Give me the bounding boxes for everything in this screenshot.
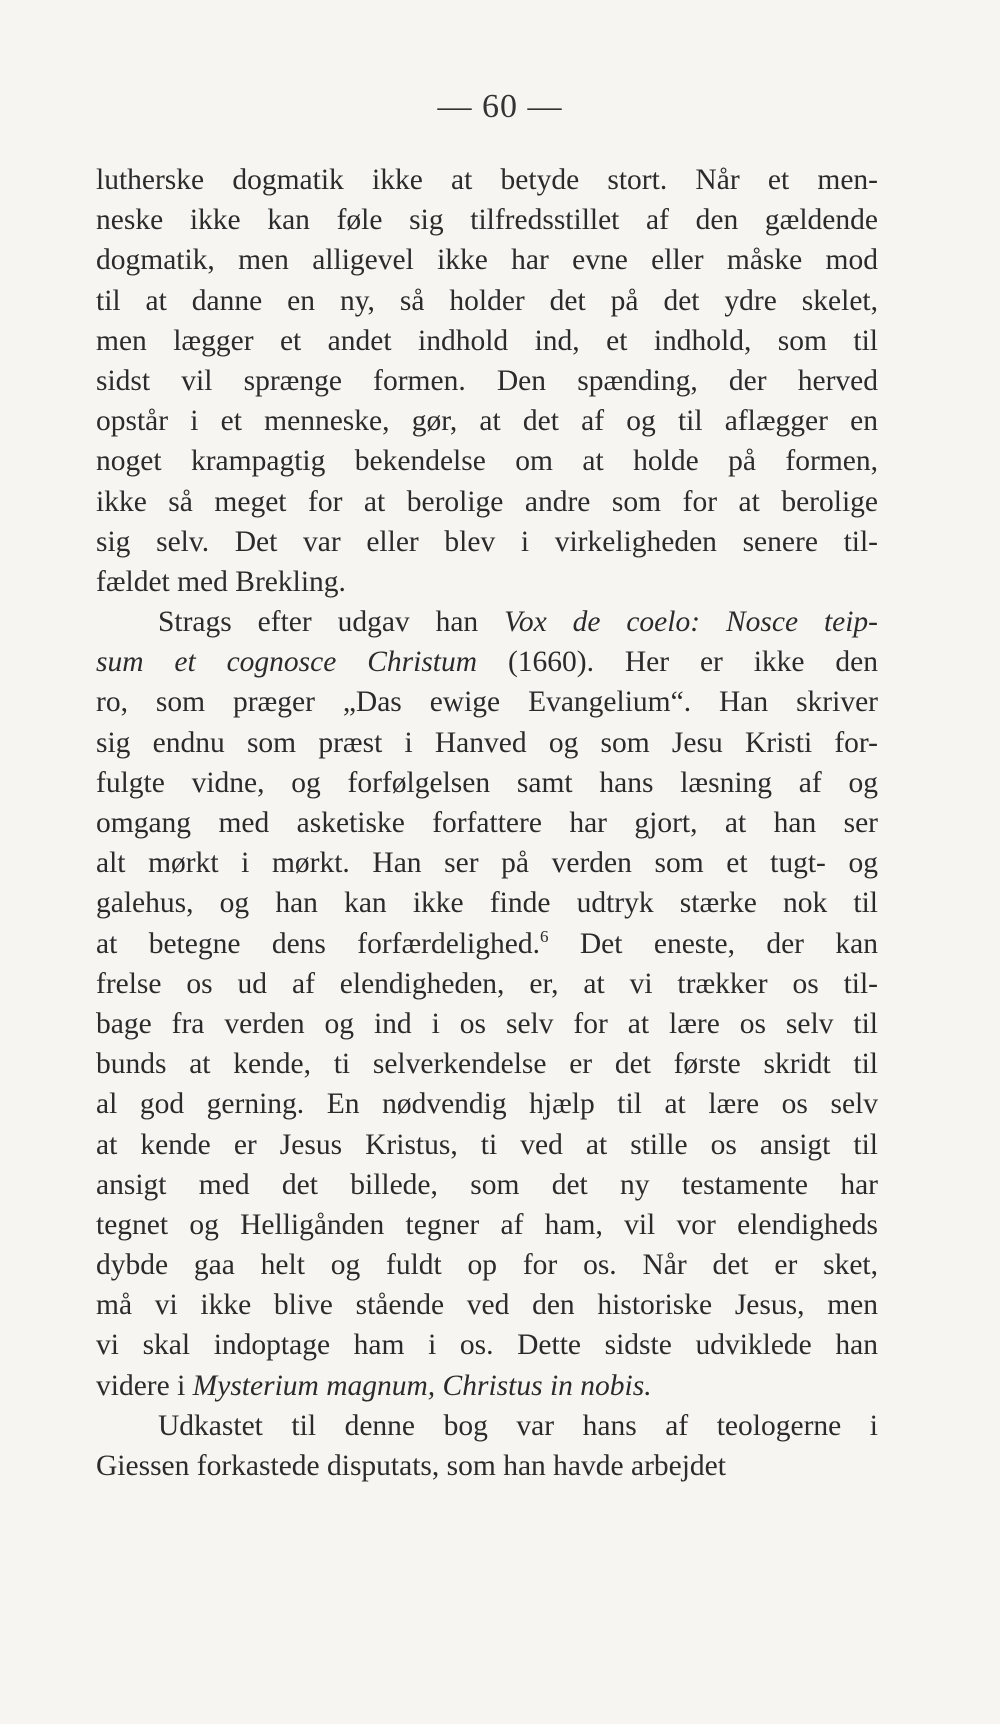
text-line: opstår i et menneske, gør, at det af og til aflægger en: [96, 405, 878, 438]
text-run: videre i: [96, 1369, 193, 1402]
text-line: bage fra verden og ind i os selv for at lære os selv til: [96, 1007, 878, 1040]
text-run: at betegne dens forfærdelighed.: [96, 927, 540, 960]
italic-title: Mysterium magnum, Christus in nobis.: [192, 1369, 652, 1402]
text-run: Strags efter udgav han: [158, 606, 505, 639]
page-number: — 60 —: [437, 88, 563, 125]
text-line: dogmatik, men alligevel ikke har evne eller måske mod: [96, 244, 878, 277]
text-line: [96, 1366, 878, 1406]
text-line: frelse os ud af elendigheden, er, at vi trækker os til-: [96, 967, 878, 1000]
text-line: ro, som præger „Das ewige Evangelium“. Han skriver: [96, 686, 878, 719]
text-line: omgang med asketiske forfattere har gjort, at han ser: [96, 807, 878, 839]
text-line: [96, 1406, 878, 1446]
text-run: Udkastet til denne bog var hans af teologerne i: [158, 1409, 878, 1442]
text-line: neske ikke kan føle sig tilfredsstillet af den gældende: [96, 204, 878, 237]
text-line: galehus, og han kan ikke finde udtryk stærke nok til: [96, 887, 878, 920]
text-line: ansigt med det billede, som det ny testamente har: [96, 1168, 878, 1201]
text-line: noget krampagtig bekendelse om at holde på formen,: [96, 445, 878, 478]
text-run: (1660). Her er ikke den: [477, 646, 879, 679]
text-line: ikke så meget for at berolige andre som for at berolige: [96, 485, 878, 518]
text-line: [96, 642, 878, 682]
text-line: fulgte vidne, og forfølgelsen samt hans læsning af og: [96, 766, 878, 799]
text-line: men lægger et andet indhold ind, et indhold, som til: [96, 324, 878, 357]
text-line: til at danne en ny, så holder det på det ydre skelet,: [96, 284, 878, 317]
text-line: bunds at kende, ti selverkendelse er det første skridt til: [96, 1048, 878, 1081]
text-line: alt mørkt i mørkt. Han ser på verden som et tugt- og: [96, 847, 878, 880]
text-line: tegnet og Helligånden tegner af ham, vil vor elendigheds: [96, 1208, 878, 1241]
text-line: dybde gaa helt og fuldt op for os. Når det er sket,: [96, 1249, 878, 1282]
text-line: sig selv. Det var eller blev i virkeligheden senere til-: [96, 525, 878, 558]
italic-title: Vox de coelo: Nosce teip-: [504, 606, 879, 639]
text-line: al god gerning. En nødvendig hjælp til at lære os selv: [96, 1088, 878, 1121]
text-line: Giessen forkastede disputats, som han havde arbejdet: [96, 1450, 726, 1482]
italic-title: sum et cognosce Christum: [96, 646, 478, 679]
text-line: fældet med Brekling.: [96, 565, 346, 598]
text-run: Det eneste, der kan: [548, 927, 879, 960]
text-line: sidst vil sprænge formen. Den spænding, der herved: [96, 364, 878, 397]
text-line: [96, 924, 878, 964]
text-line: lutherske dogmatik ikke at betyde stort. Når et men-: [96, 164, 878, 196]
text-line: må vi ikke blive stående ved den historiske Jesus, men: [96, 1289, 878, 1322]
body-text: [96, 160, 878, 1486]
text-line: [96, 602, 878, 642]
footnote-marker: 6: [539, 926, 549, 946]
text-line: sig endnu som præst i Hanved og som Jesu Kristi for-: [96, 726, 878, 759]
text-line: at kende er Jesus Kristus, ti ved at stille os ansigt til: [96, 1128, 878, 1161]
text-line: vi skal indoptage ham i os. Dette sidste udviklede han: [96, 1329, 878, 1362]
